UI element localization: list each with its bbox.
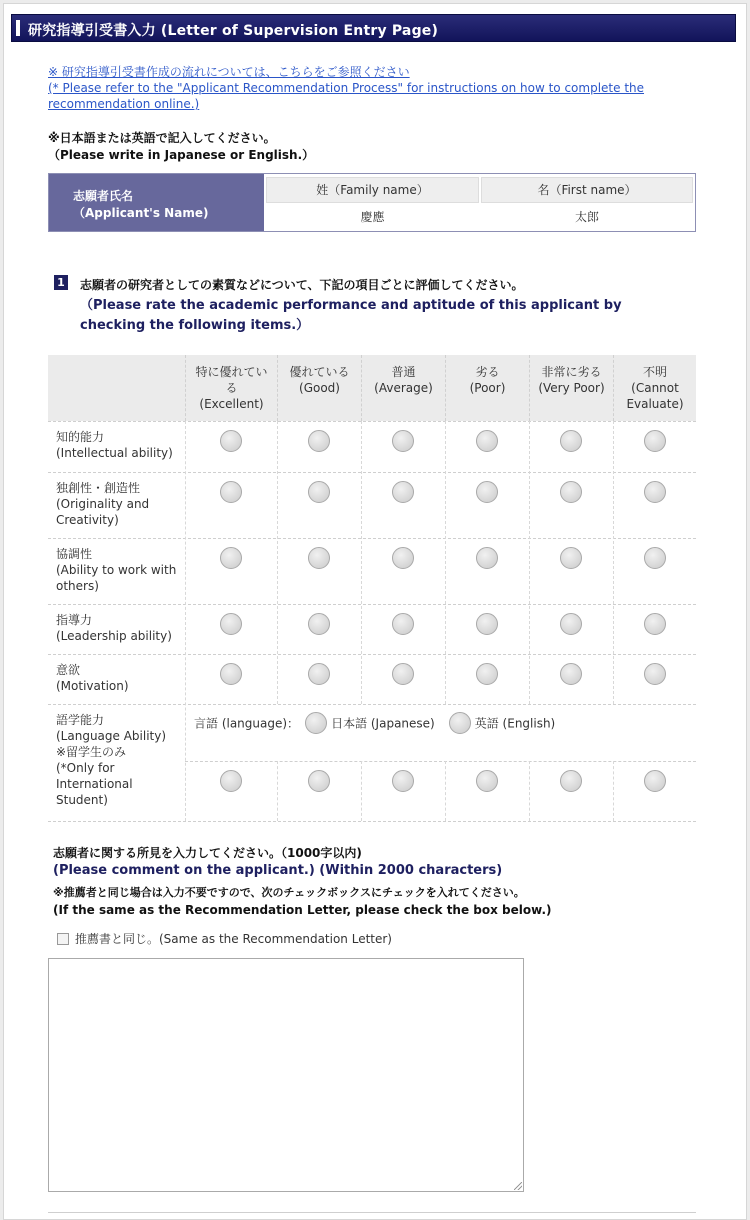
same-as-letter-checkbox-label[interactable]: 推薦書と同じ。(Same as the Recommendation Letter) xyxy=(75,932,392,946)
same-as-letter-checkbox[interactable] xyxy=(57,933,69,945)
rating-radio[interactable] xyxy=(560,481,582,503)
language-row-label-line: (Language Ability) xyxy=(56,729,167,743)
language-note-en: （Please write in Japanese or English.） xyxy=(48,148,315,162)
column-divider xyxy=(361,761,362,821)
comment-instruction-en: (Please comment on the applicant.) (Within 2000 characters) xyxy=(53,863,503,878)
language-japanese-radio[interactable] xyxy=(305,712,327,734)
rating-row-label-line: (Leadership ability) xyxy=(56,629,172,643)
rating-column-header-line: (Good) xyxy=(299,381,340,395)
language-note-jp: ※日本語または英語で記入してください。 xyxy=(48,131,276,145)
rating-row-label-line: 独創性・創造性 xyxy=(56,481,141,495)
rating-radio[interactable] xyxy=(220,613,242,635)
rating-radio[interactable] xyxy=(476,430,498,452)
rating-row-label xyxy=(56,480,149,528)
language-rating-radio[interactable] xyxy=(392,770,414,792)
comment-instruction-jp: 志願者に関する所見を入力してください。（1000字以内) xyxy=(53,846,362,860)
process-instructions-link[interactable] xyxy=(48,64,648,112)
first-name-header: 名（First name） xyxy=(481,177,693,203)
rating-radio[interactable] xyxy=(308,613,330,635)
language-row-label-line: Student) xyxy=(56,793,108,807)
language-japanese-label[interactable]: 日本語 (Japanese) xyxy=(331,716,435,731)
column-divider xyxy=(445,421,446,704)
section-1-jp: 志願者の研究者としての素質などについて、下記の項目ごとに評価してください。 xyxy=(80,278,524,292)
rating-row-label xyxy=(56,546,176,594)
rating-radio[interactable] xyxy=(560,430,582,452)
rating-radio[interactable] xyxy=(560,663,582,685)
language-rating-radio[interactable] xyxy=(476,770,498,792)
column-divider xyxy=(613,421,614,704)
rating-radio[interactable] xyxy=(560,613,582,635)
bottom-divider xyxy=(48,1212,696,1213)
rating-column-header-line: (Excellent) xyxy=(199,397,264,411)
rating-column-header-line: 不明 xyxy=(642,365,667,379)
rating-column-header xyxy=(185,355,277,421)
rating-radio[interactable] xyxy=(308,547,330,569)
column-divider xyxy=(445,761,446,821)
rating-radio[interactable] xyxy=(476,663,498,685)
rating-column-header-line: 普通 xyxy=(391,365,416,379)
rating-radio[interactable] xyxy=(392,613,414,635)
rating-radio[interactable] xyxy=(220,663,242,685)
row-divider xyxy=(48,538,696,539)
rating-row-label-line: (Originality and xyxy=(56,497,150,511)
language-rating-radio[interactable] xyxy=(220,770,242,792)
page-title-bar xyxy=(11,14,736,42)
language-rating-radio[interactable] xyxy=(308,770,330,792)
language-row-label-line: ※留学生のみ xyxy=(56,745,127,759)
column-divider xyxy=(529,761,530,821)
first-name-value: 太郎 xyxy=(574,210,599,224)
rating-row-label-line: 意欲 xyxy=(56,663,81,677)
rating-radio[interactable] xyxy=(220,430,242,452)
rating-radio[interactable] xyxy=(476,547,498,569)
row-divider xyxy=(48,704,696,705)
rating-radio[interactable] xyxy=(644,481,666,503)
language-english-label[interactable]: 英語 (English) xyxy=(474,716,556,731)
applicant-name-label xyxy=(49,174,264,231)
rating-column-header xyxy=(613,355,696,421)
rating-row-label xyxy=(56,429,173,461)
rating-radio[interactable] xyxy=(392,430,414,452)
rating-radio[interactable] xyxy=(308,481,330,503)
rating-column-header xyxy=(277,355,361,421)
title-bar-marker xyxy=(16,20,20,36)
textarea-resize-grip[interactable] xyxy=(514,1182,522,1190)
link-line-1[interactable]: ※ 研究指導引受書作成の流れについては、こちらをご参照ください xyxy=(48,65,410,79)
rating-radio[interactable] xyxy=(392,481,414,503)
rating-grid-corner xyxy=(48,355,185,421)
rating-radio[interactable] xyxy=(392,547,414,569)
column-divider xyxy=(277,761,278,821)
rating-radio[interactable] xyxy=(476,613,498,635)
language-row-label-line: International xyxy=(56,777,133,791)
family-name-header: 姓（Family name） xyxy=(266,177,479,203)
rating-row-label-line: Creativity) xyxy=(56,513,119,527)
rating-radio[interactable] xyxy=(476,481,498,503)
column-divider xyxy=(185,421,186,821)
language-row-label-line: (*Only for xyxy=(56,761,115,775)
rating-row-label-line: 知的能力 xyxy=(56,430,105,444)
rating-column-header-line: Evaluate) xyxy=(626,397,684,411)
language-row-label xyxy=(56,712,166,808)
column-divider xyxy=(613,761,614,821)
rating-row-label xyxy=(56,662,129,694)
rating-column-header-line: る xyxy=(225,381,238,395)
rating-row-label-line: 指導力 xyxy=(56,613,93,627)
row-divider xyxy=(48,821,696,822)
rating-column-header xyxy=(361,355,445,421)
rating-row-label xyxy=(56,612,172,644)
applicant-name-label-en: （Applicant's Name) xyxy=(73,206,209,220)
link-line-3[interactable]: recommendation online.) xyxy=(48,97,200,111)
rating-column-header-line: (Very Poor) xyxy=(538,381,605,395)
rating-row-label-line: 協調性 xyxy=(56,547,93,561)
rating-column-header-line: 優れている xyxy=(289,365,350,379)
section-number-badge: 1 xyxy=(54,275,68,290)
rating-column-header xyxy=(529,355,613,421)
row-divider xyxy=(185,761,696,762)
row-divider xyxy=(48,472,696,473)
rating-column-header-line: 劣る xyxy=(475,365,500,379)
rating-radio[interactable] xyxy=(560,547,582,569)
applicant-name-label-jp: 志願者氏名 xyxy=(73,189,134,203)
rating-row-label-line: (Motivation) xyxy=(56,679,129,693)
same-as-letter-checkbox-row[interactable] xyxy=(57,930,392,947)
comment-textarea[interactable] xyxy=(48,958,524,1192)
language-rating-radio[interactable] xyxy=(644,770,666,792)
row-divider xyxy=(48,421,696,422)
column-divider xyxy=(277,421,278,704)
rating-column-header xyxy=(445,355,529,421)
language-english-radio[interactable] xyxy=(449,712,471,734)
language-selector xyxy=(194,712,555,734)
language-note xyxy=(48,130,314,164)
language-prompt: 言語 (language)： xyxy=(194,716,300,731)
same-as-letter-note-en: (If the same as the Recommendation Letter, please check the box below.) xyxy=(53,903,552,917)
rating-column-header-line: (Poor) xyxy=(469,381,506,395)
same-as-letter-note-jp: ※推薦者と同じ場合は入力不要ですので、次のチェックボックスにチェックを入れてください。 xyxy=(53,886,525,899)
rating-radio[interactable] xyxy=(644,663,666,685)
applicant-name-table xyxy=(48,173,696,232)
rating-radio[interactable] xyxy=(392,663,414,685)
rating-radio[interactable] xyxy=(220,547,242,569)
section-1-en: （Please rate the academic performance and aptitude of this applicant by checking the following items.） xyxy=(80,298,622,333)
rating-radio[interactable] xyxy=(220,481,242,503)
rating-column-header-line: 特に優れてい xyxy=(195,365,268,379)
language-rating-radio[interactable] xyxy=(560,770,582,792)
rating-radio[interactable] xyxy=(308,663,330,685)
rating-radio[interactable] xyxy=(644,613,666,635)
rating-radio[interactable] xyxy=(308,430,330,452)
language-row-label-line: 語学能力 xyxy=(56,713,105,727)
row-divider xyxy=(48,604,696,605)
rating-radio[interactable] xyxy=(644,430,666,452)
link-line-2[interactable]: (* Please refer to the "Applicant Recommendation Process" for instructions on how to complete the xyxy=(48,81,645,95)
rating-column-header-line: (Average) xyxy=(374,381,433,395)
row-divider xyxy=(48,654,696,655)
column-divider xyxy=(529,421,530,704)
rating-column-header-line: (Cannot xyxy=(631,381,679,395)
rating-row-label-line: (Intellectual ability) xyxy=(56,446,173,460)
page-title: 研究指導引受書入力 (Letter of Supervision Entry Page) xyxy=(28,23,439,39)
rating-column-header-line: 非常に劣る xyxy=(541,365,602,379)
rating-row-label-line: (Ability to work with xyxy=(56,563,177,577)
family-name-value: 慶應 xyxy=(360,210,385,224)
rating-grid xyxy=(48,355,696,821)
rating-row-label-line: others) xyxy=(56,579,99,593)
column-divider xyxy=(361,421,362,704)
rating-radio[interactable] xyxy=(644,547,666,569)
